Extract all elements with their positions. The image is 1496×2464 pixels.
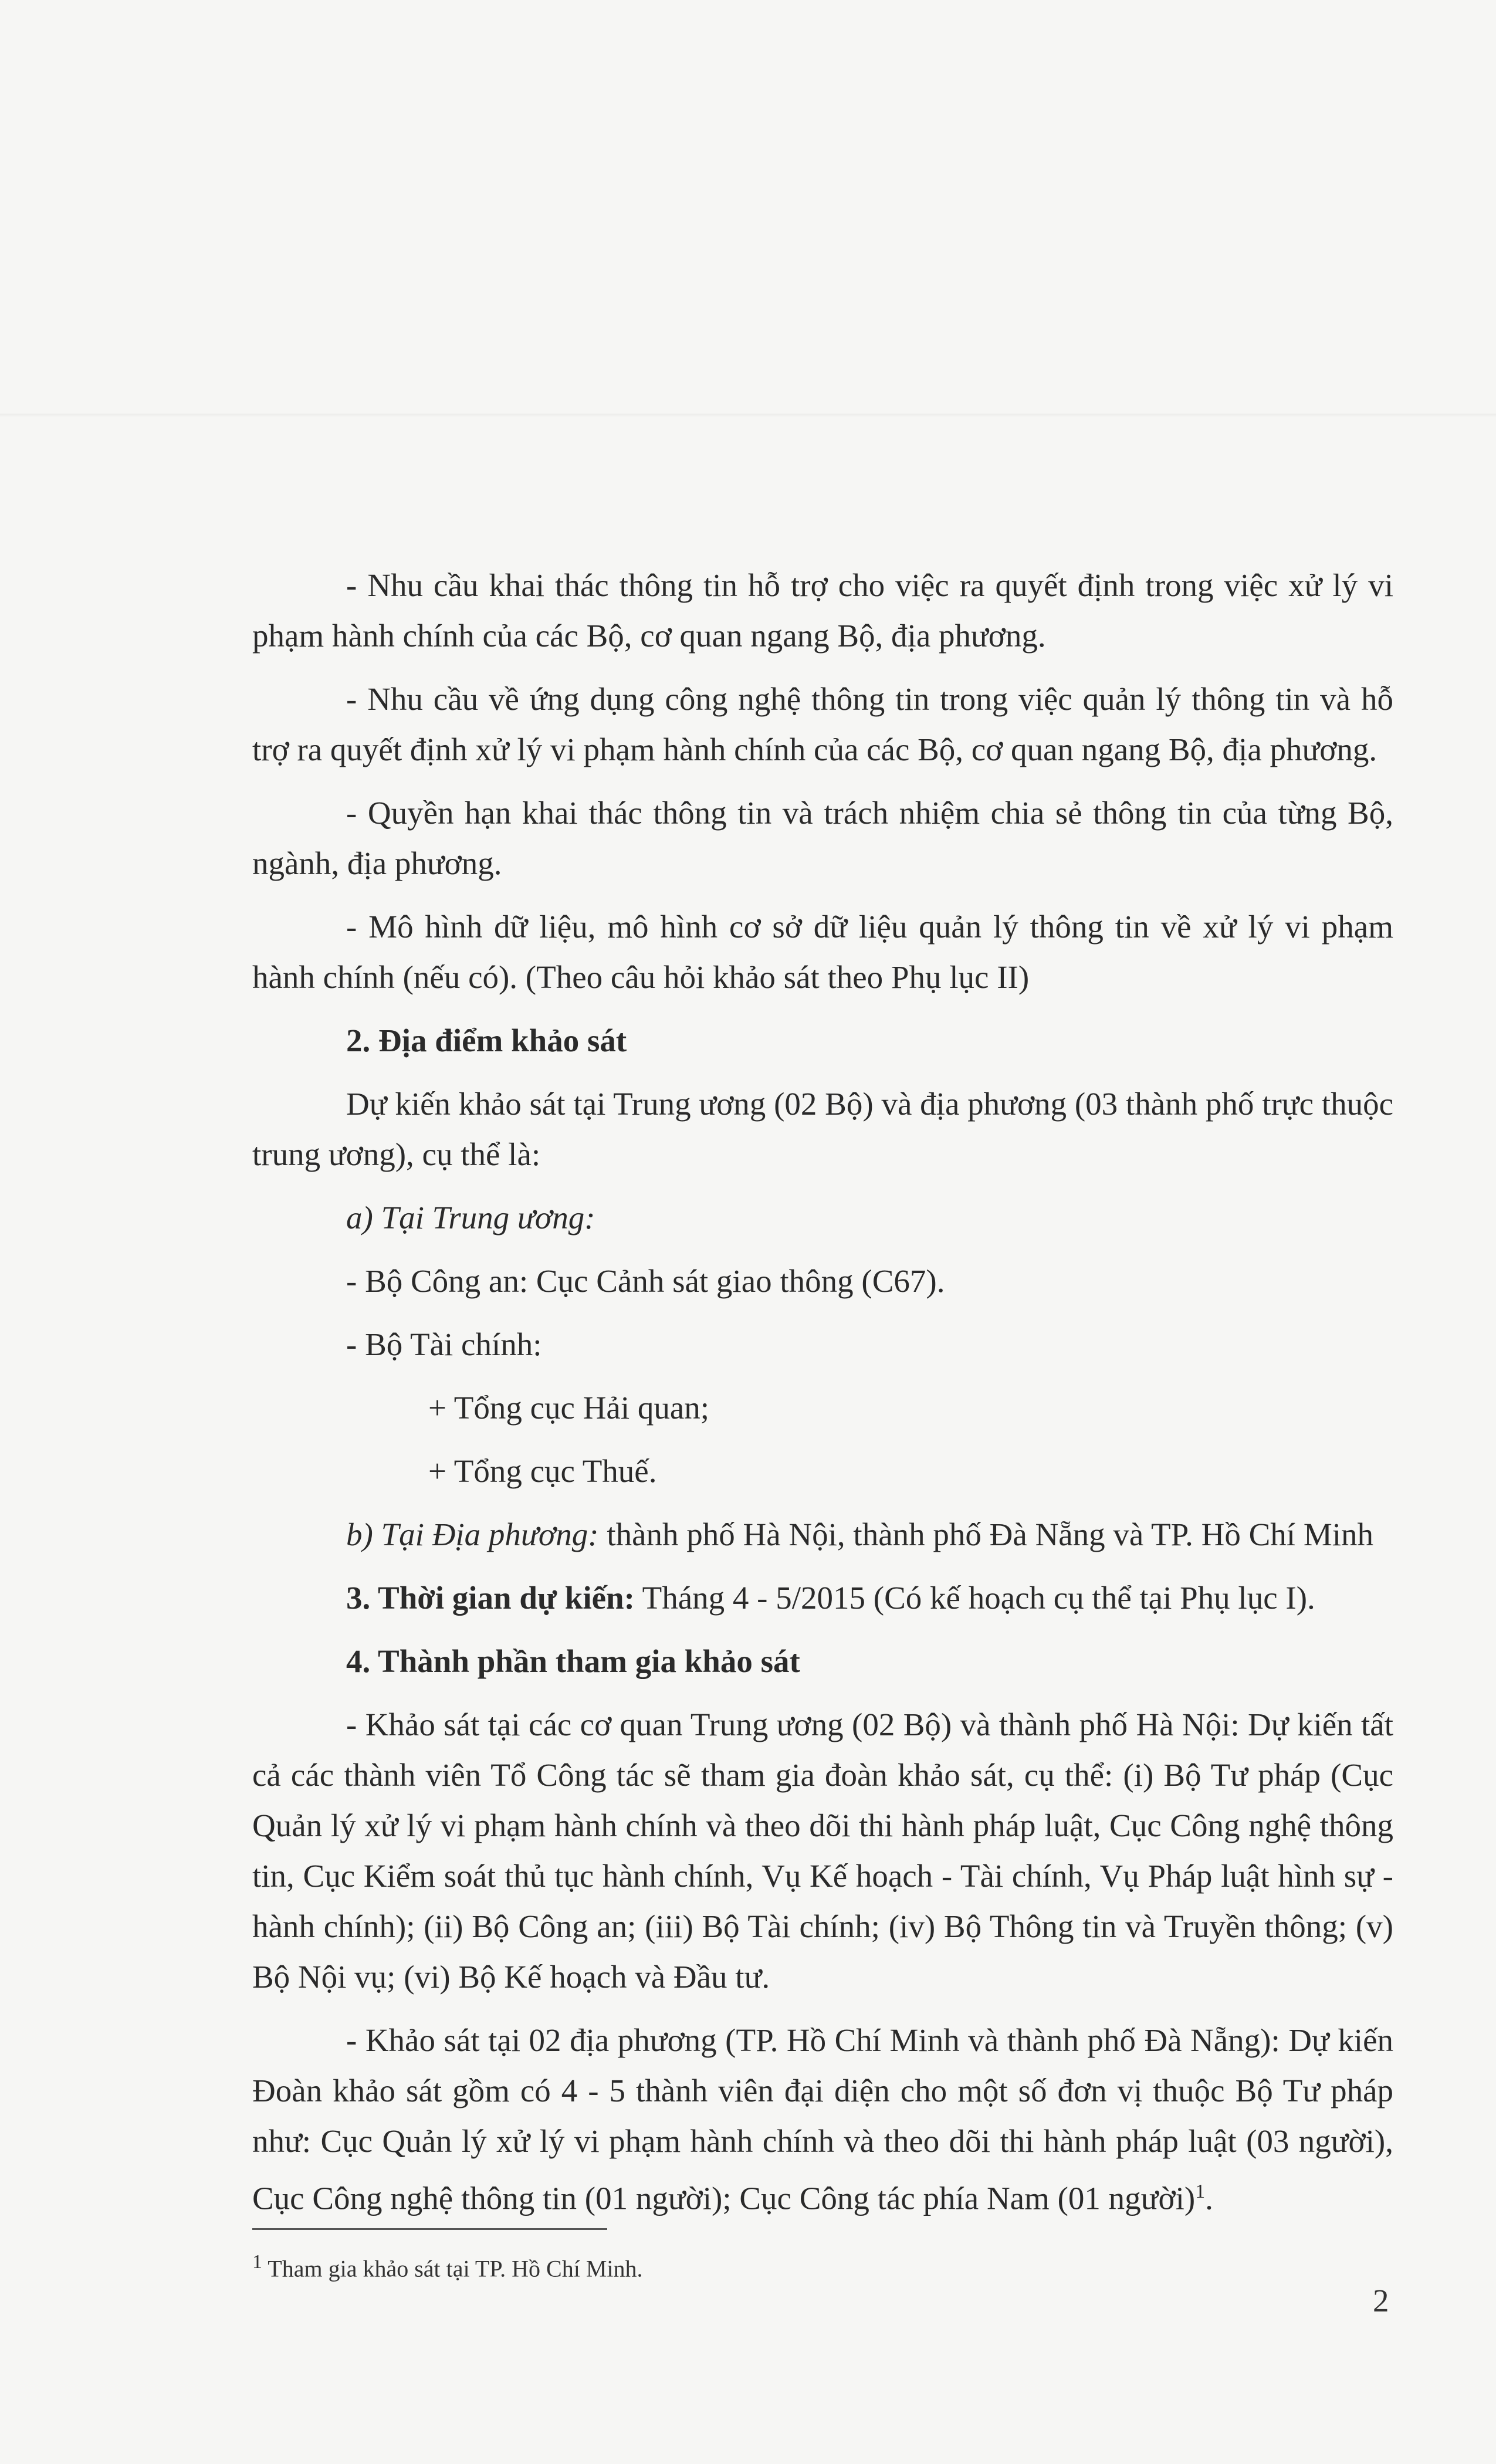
tax-item: + Tổng cục Thuế. xyxy=(428,1453,657,1489)
local-text: thành phố Hà Nội, thành phố Đà Nẵng và TP. Hồ Chí Minh xyxy=(598,1517,1374,1552)
section-4-paragraph-1: - Khảo sát tại các cơ quan Trung ương (02 Bộ) và thành phố Hà Nội: Dự kiến tất cả các thành viên Tổ Công tác sẽ tham gia đoàn khảo sát, cụ thể: (i) Bộ Tư pháp (Cục Quản lý xử lý vi phạm hành chính và theo dõi thi hành pháp luật, Cục Công nghệ thông tin, Cục Kiểm soát thủ tục hành chính, Vụ Kế hoạch - Tài chính, Vụ Pháp luật hình sự - hành chính); (ii) Bộ Công an; (iii) Bộ Tài chính; (iv) Bộ Thông tin và Truyền thông; (v) Bộ Nội vụ; (vi) Bộ Kế hoạch và Đầu tư. xyxy=(252,1707,1393,1995)
scan-edge xyxy=(0,414,1496,417)
local-label: b) Tại Địa phương: xyxy=(346,1517,599,1552)
paragraph-rights: - Quyền hạn khai thác thông tin và trách nhiệm chia sẻ thông tin của từng Bộ, ngành, địa phương. xyxy=(252,795,1393,881)
section-2-heading: 2. Địa điểm khảo sát xyxy=(346,1023,627,1058)
ministry-police: - Bộ Công an: Cục Cảnh sát giao thông (C67). xyxy=(346,1263,945,1299)
section-4-heading: 4. Thành phần tham gia khảo sát xyxy=(346,1643,800,1679)
section-3-paragraph xyxy=(252,1573,1393,1623)
footnote-divider xyxy=(252,2228,607,2230)
section-4-paragraph-2-text: - Khảo sát tại 02 địa phương (TP. Hồ Chí Minh và thành phố Đà Nẵng): Dự kiến Đoàn khảo sát gồm có 4 - 5 thành viên đại diện cho một số đơn vị thuộc Bộ Tư pháp như: Cục Quản lý xử lý vi phạm hành chính và theo dõi thi hành pháp luật (03 người), Cục Công nghệ thông tin (01 người); Cục Công tác phía Nam (01 người) xyxy=(252,2022,1393,2216)
document-body xyxy=(252,560,1393,2236)
section-3-text: Tháng 4 - 5/2015 (Có kế hoạch cụ thể tại Phụ lục I). xyxy=(634,1580,1315,1616)
customs-item: + Tổng cục Hải quan; xyxy=(428,1390,710,1426)
paragraph-data-model: - Mô hình dữ liệu, mô hình cơ sở dữ liệu quản lý thông tin về xử lý vi phạm hành chính (nếu có). (Theo câu hỏi khảo sát theo Phụ lục II) xyxy=(252,909,1393,995)
section-3-heading: 3. Thời gian dự kiến: xyxy=(346,1580,635,1616)
section-2-intro: Dự kiến khảo sát tại Trung ương (02 Bộ) và địa phương (03 thành phố trực thuộc trung ương), cụ thể là: xyxy=(252,1086,1393,1172)
footnote-marker: 1 xyxy=(252,2251,262,2273)
paragraph-it-needs: - Nhu cầu về ứng dụng công nghệ thông tin trong việc quản lý thông tin và hỗ trợ ra quyết định xử lý vi phạm hành chính của các Bộ, cơ quan ngang Bộ, địa phương. xyxy=(252,681,1393,767)
footnote-reference[interactable]: 1 xyxy=(1195,2181,1206,2202)
central-label: a) Tại Trung ương: xyxy=(346,1200,595,1236)
paragraph-info-needs: - Nhu cầu khai thác thông tin hỗ trợ cho việc ra quyết định trong việc xử lý vi phạm hành chính của các Bộ, cơ quan ngang Bộ, địa phương. xyxy=(252,567,1393,654)
section-4-paragraph-2 xyxy=(252,2015,1393,2223)
local-paragraph xyxy=(252,1509,1393,1560)
section-4-paragraph-2-end: . xyxy=(1205,2180,1213,2216)
footnote-text: Tham gia khảo sát tại TP. Hồ Chí Minh. xyxy=(262,2255,643,2282)
footnote xyxy=(252,2247,643,2284)
ministry-finance: - Bộ Tài chính: xyxy=(346,1326,542,1362)
page-number: 2 xyxy=(1373,2283,1389,2319)
